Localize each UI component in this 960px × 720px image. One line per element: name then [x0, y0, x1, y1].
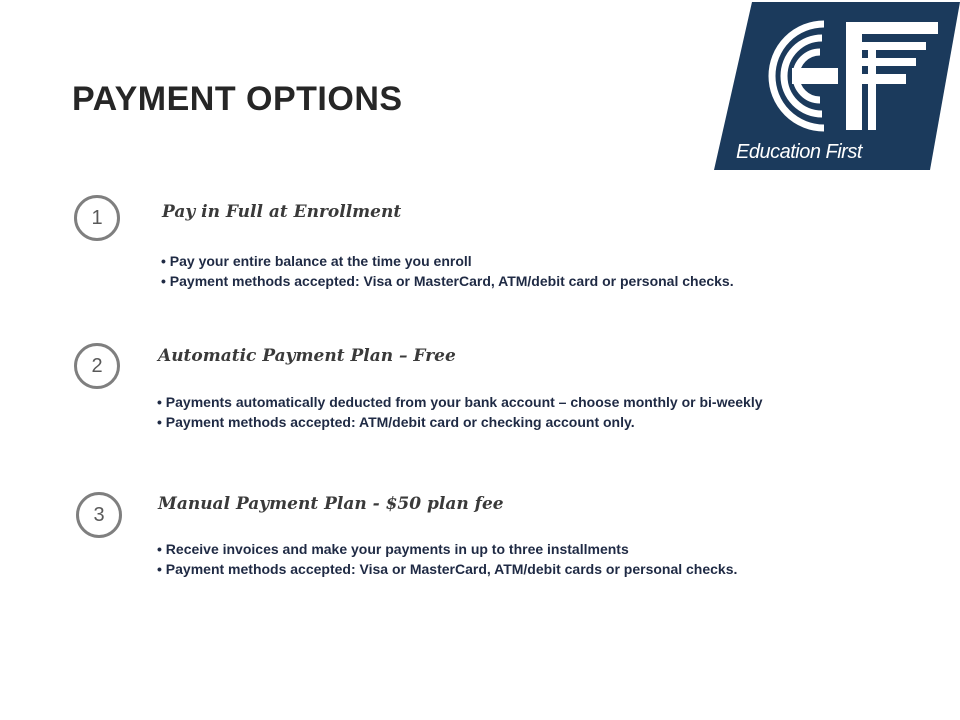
page-title: PAYMENT OPTIONS — [72, 80, 403, 118]
option-3-bullets — [157, 539, 809, 579]
ef-logo-icon — [714, 2, 960, 170]
option-2-heading: Automatic Payment Plan – Free — [158, 346, 456, 366]
option-1-bullets — [161, 251, 801, 291]
step-number-3: 3 — [76, 492, 122, 538]
list-item: • Payment methods accepted: ATM/debit card or checking account only. — [157, 412, 857, 432]
list-item: • Payment methods accepted: Visa or MasterCard, ATM/debit card or personal checks. — [161, 271, 801, 291]
option-1-heading: Pay in Full at Enrollment — [162, 202, 402, 222]
option-2-bullets — [157, 392, 857, 432]
step-number-1: 1 — [74, 195, 120, 241]
list-item: • Payments automatically deducted from your bank account – choose monthly or bi-weekly — [157, 392, 857, 412]
step-number-2: 2 — [74, 343, 120, 389]
list-item: • Receive invoices and make your payments in up to three installments — [157, 539, 809, 559]
ef-logo-text: Education First — [736, 141, 862, 163]
list-item: • Pay your entire balance at the time you enroll — [161, 251, 801, 271]
list-item: • Payment methods accepted: Visa or MasterCard, ATM/debit cards or personal checks. — [157, 559, 809, 579]
option-3-heading: Manual Payment Plan - $50 plan fee — [158, 494, 504, 514]
